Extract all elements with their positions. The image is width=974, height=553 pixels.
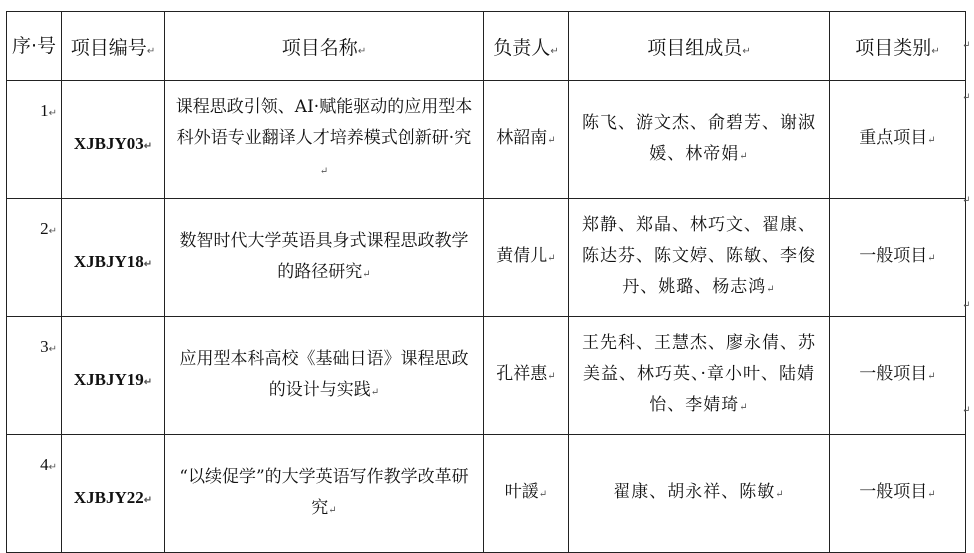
header-category: 项目类别↵ xyxy=(830,12,966,81)
row-name: 数智时代大学英语具身式课程思政教学的路径研究↵ xyxy=(165,199,484,317)
row-end-mark: ↵ xyxy=(962,195,971,206)
row-leader: 林韶南↵ xyxy=(484,81,569,199)
row-end-mark: ↵ xyxy=(962,92,971,103)
table-row xyxy=(7,435,966,553)
row-seq: 3↵ xyxy=(7,317,62,435)
row-members: 翟康、胡永祥、陈敏↵ xyxy=(569,435,830,553)
row-end-mark: ↵ xyxy=(962,405,971,416)
row-seq: 4↵ xyxy=(7,435,62,553)
row-seq: 2↵ xyxy=(7,199,62,317)
header-seq: 序·号 xyxy=(7,12,62,81)
row-code: XJBJY03↵ xyxy=(62,81,165,199)
project-table xyxy=(6,11,966,553)
header-name: 项目名称↵ xyxy=(165,12,484,81)
table-row xyxy=(7,317,966,435)
row-code: XJBJY22↵ xyxy=(62,435,165,553)
row-members: 陈飞、游文杰、俞碧芳、谢淑媛、林帝娟↵ xyxy=(569,81,830,199)
table-row xyxy=(7,199,966,317)
table-header-row xyxy=(7,12,966,81)
header-members: 项目组成员↵ xyxy=(569,12,830,81)
row-leader: 叶諼↵ xyxy=(484,435,569,553)
row-leader: 黄倩儿↵ xyxy=(484,199,569,317)
row-code: XJBJY19↵ xyxy=(62,317,165,435)
row-category: 一般项目↵ xyxy=(830,199,966,317)
row-members: 郑静、郑晶、林巧文、翟康、陈达芬、陈文婷、陈敏、李俊丹、姚璐、杨志鸿↵ xyxy=(569,199,830,317)
table-row xyxy=(7,81,966,199)
row-end-mark: ↵ xyxy=(962,300,971,311)
row-category: 一般项目↵ xyxy=(830,317,966,435)
header-code: 项目编号↵ xyxy=(62,12,165,81)
row-seq: 1↵ xyxy=(7,81,62,199)
row-leader: 孔祥惠↵ xyxy=(484,317,569,435)
row-members: 王先科、王慧杰、廖永倩、苏美益、林巧英、·章小叶、陆婧怡、李婧琦↵ xyxy=(569,317,830,435)
header-leader: 负责人↵ xyxy=(484,12,569,81)
row-category: 重点项目↵ xyxy=(830,81,966,199)
row-name: “以续促学”的大学英语写作教学改革研究↵ xyxy=(165,435,484,553)
row-code: XJBJY18↵ xyxy=(62,199,165,317)
row-name: 应用型本科高校《基础日语》课程思政的设计与实践↵ xyxy=(165,317,484,435)
row-category: 一般项目↵ xyxy=(830,435,966,553)
row-name: 课程思政引领、AI·赋能驱动的应用型本科外语专业翻译人才培养模式创新研·究↵ xyxy=(165,81,484,199)
row-end-mark: ↵ xyxy=(962,40,971,51)
